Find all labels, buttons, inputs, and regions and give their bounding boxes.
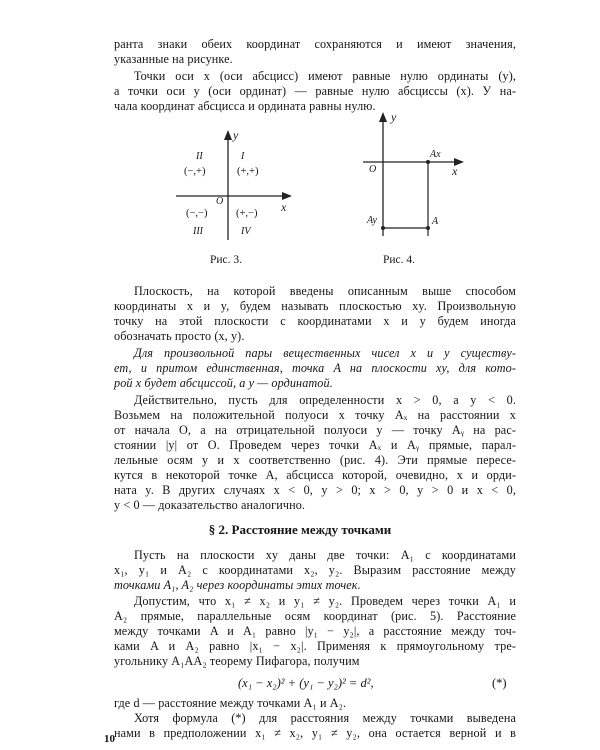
section-heading-text: § 2. Расстояние между точками bbox=[208, 522, 392, 537]
text-line: точку на этой плоскости с координатами x и y будем иногда bbox=[114, 314, 516, 328]
fig4-y-arrow bbox=[379, 112, 387, 122]
theorem-line: рой x будет абсциссой, а y — ординатой. bbox=[114, 376, 333, 390]
text-line: Точки оси x (оси абсцисс) имеют равные нулю ординаты (y), bbox=[134, 69, 516, 83]
text-line: Плоскость, на которой введены описанным выше способом bbox=[134, 284, 516, 298]
text-line: координаты x и y, будем называть плоскостью xy. Произвольную bbox=[114, 299, 516, 313]
text-line: кутся в некоторой точке A, абсцисса которой, очевидно, x и орди- bbox=[114, 468, 516, 482]
text-line: точками A₁, A₂ через координаты этих точек. bbox=[114, 578, 361, 592]
fig4-a-label: A bbox=[432, 216, 439, 227]
fig3-quadrant-signs: (−,−) bbox=[186, 208, 208, 219]
text-line: между точками A и A₁ равно |y₁ − y₂|, а расстояние между точ- bbox=[114, 624, 516, 638]
fig3-quadrant-numeral: I bbox=[241, 151, 245, 162]
fig4-ay-label: Ay bbox=[367, 215, 377, 226]
text-line: Действительно, пусть для определенности x > 0, а y < 0. bbox=[134, 393, 516, 407]
theorem-line: Для произвольной пары вещественных чисел x и y существу- bbox=[134, 346, 516, 360]
fig3-origin-label: O bbox=[216, 196, 224, 207]
text-line: чала координат абсцисса и ордината равны нулю. bbox=[114, 99, 376, 113]
text-line: лельные осям y и x соответственно (рис. 4). Эти прямые пересе- bbox=[114, 453, 516, 467]
text-line: указанные на рисунке. bbox=[114, 52, 233, 66]
text-line: ками A и A₂ равно |x₁ − x₂|. Применяя к прямоугольному тре- bbox=[114, 639, 516, 653]
text-line: нами в предположении x₁ ≠ x₂, y₁ ≠ y₂, она остается верной и в bbox=[114, 726, 516, 740]
text-line: Пусть на плоскости xy даны две точки: A₁ с координатами bbox=[134, 548, 516, 562]
formula-tag: (*) bbox=[492, 676, 507, 690]
text-line: x₁, y₁ и A₂ с координатами x₂, y₂. Выразим расстояние между bbox=[114, 563, 516, 577]
fig3-caption: Рис. 3. bbox=[210, 254, 243, 266]
fig4-point-a bbox=[426, 226, 430, 230]
distance-formula: (x₁ − x₂)² + (y₁ − y₂)² = d², bbox=[238, 676, 374, 690]
fig3-y-label: y bbox=[233, 128, 239, 142]
text-line: от начала O, а на отрицательной полуоси y — точку Aᵧ на рас- bbox=[114, 423, 516, 437]
fig4-origin-label: O bbox=[369, 164, 377, 175]
text-line: ната y. В других случаях x < 0, y > 0; x > 0, y > 0 и x < 0, bbox=[114, 483, 516, 497]
fig4-point-ay bbox=[381, 226, 385, 230]
fig3-quadrant-signs: (+,+) bbox=[237, 166, 259, 177]
fig4-point-ax bbox=[426, 160, 430, 164]
text-line: Хотя формула (*) для расстояния между точками выведена bbox=[134, 711, 516, 725]
fig4-caption: Рис. 4. bbox=[383, 254, 416, 266]
text-line: обозначать просто (x, y). bbox=[114, 329, 245, 343]
fig4-x-label: x bbox=[452, 164, 458, 178]
fig3-quadrant-numeral: IV bbox=[241, 226, 251, 237]
page-number: 10 bbox=[104, 733, 115, 745]
fig3-x-label: x bbox=[281, 200, 287, 214]
text-line: ранта знаки обеих координат сохраняются и имеют значения, bbox=[114, 37, 516, 51]
text-line: угольнику A₁AA₂ теорему Пифагора, получим bbox=[114, 654, 360, 668]
text-line: стоянии |y| от O. Проведем через точки Aₓ и Aᵧ прямые, парал- bbox=[114, 438, 516, 452]
text-line: Возьмем на положительной полуоси x точку Aₓ на расстоянии x bbox=[114, 408, 516, 422]
text-line: Допустим, что x₁ ≠ x₂ и y₁ ≠ y₂. Проведем через точки A₁ и bbox=[134, 594, 516, 608]
fig4-y-label: y bbox=[391, 110, 397, 124]
section-heading-visible bbox=[0, 522, 600, 538]
text-line: A₂ прямые, параллельные осям координат (рис. 5). Расстояние bbox=[114, 609, 516, 623]
theorem-line: ет, и притом единственная, точка A на плоскости xy, для кото- bbox=[114, 361, 516, 375]
text-line: y < 0 — доказательство аналогично. bbox=[114, 498, 306, 512]
fig3-quadrant-signs: (+,−) bbox=[236, 208, 258, 219]
text-line: где d — расстояние между точками A₁ и A₂. bbox=[114, 696, 347, 710]
fig4-ax-label: Ax bbox=[430, 149, 441, 160]
fig3-quadrant-numeral: II bbox=[196, 151, 203, 162]
fig3-quadrant-numeral: III bbox=[193, 226, 203, 237]
text-line: а точки оси y (оси ординат) — равные нулю абсциссы (x). У на- bbox=[114, 84, 516, 98]
fig3-quadrant-signs: (−,+) bbox=[184, 166, 206, 177]
